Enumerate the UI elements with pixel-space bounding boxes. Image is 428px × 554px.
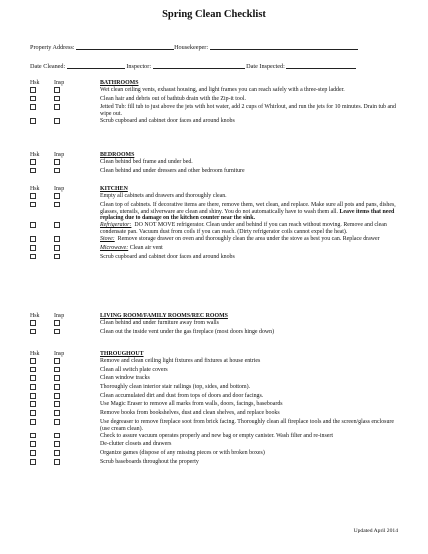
hsk-checkbox[interactable] (30, 254, 36, 260)
hsk-checkbox[interactable] (30, 358, 36, 364)
insp-checkbox[interactable] (54, 329, 60, 335)
checklist-item (30, 96, 400, 105)
item-label: Microwave: (100, 244, 129, 251)
item-text: Clean accumulated dirt and dust from tops of doors and door facings. (100, 392, 264, 399)
item-label: Stove: (100, 236, 115, 243)
hsk-checkbox[interactable] (30, 168, 36, 174)
insp-checkbox[interactable] (54, 410, 60, 416)
hsk-checkbox[interactable] (30, 410, 36, 416)
hsk-checkbox[interactable] (30, 159, 36, 165)
section-living-room (30, 313, 400, 337)
insp-checkbox[interactable] (54, 118, 60, 124)
checklist-item (30, 433, 400, 442)
hsk-checkbox[interactable] (30, 245, 36, 251)
insp-checkbox[interactable] (54, 202, 60, 208)
insp-checkbox[interactable] (54, 168, 60, 174)
insp-checkbox[interactable] (54, 401, 60, 407)
insp-checkbox[interactable] (54, 193, 60, 199)
item-text: Clean behind and under furniture away from walls (100, 319, 219, 326)
hsk-checkbox[interactable] (30, 222, 36, 228)
insp-checkbox[interactable] (54, 433, 60, 439)
section-title: BATHROOMS (100, 80, 139, 86)
inspector-label: Inspector: (126, 63, 152, 70)
insp-checkbox[interactable] (54, 358, 60, 364)
checklist-item (30, 384, 400, 393)
item-text: Clean all switch plate covers (100, 366, 168, 373)
checklist-item (30, 202, 400, 223)
hsk-checkbox[interactable] (30, 401, 36, 407)
hsk-checkbox[interactable] (30, 320, 36, 326)
hsk-checkbox[interactable] (30, 202, 36, 208)
property-address-label: Property Address: (30, 44, 75, 51)
section-kitchen (30, 186, 400, 262)
section-title: KITCHEN (100, 186, 128, 192)
item-text-part: Clean air vent (129, 244, 163, 251)
hsk-header: Hsk (30, 152, 40, 158)
hsk-header: Hsk (30, 80, 40, 86)
hsk-header: Hsk (30, 186, 40, 192)
insp-checkbox[interactable] (54, 254, 60, 260)
checklist-item (30, 168, 400, 177)
checklist-item (30, 320, 400, 329)
housekeeper-label: Housekeeper: (174, 44, 209, 51)
date-cleaned-label: Date Cleaned: (30, 63, 66, 70)
insp-checkbox[interactable] (54, 459, 60, 465)
item-text: Use Magic Eraser to remove all marks from walls, doors, facings, baseboards (100, 401, 283, 408)
item-text: De-clutter closets and drawers (100, 441, 172, 448)
section-header (30, 351, 400, 358)
item-text: Scrub baseboards throughout the property (100, 458, 199, 465)
insp-checkbox[interactable] (54, 96, 60, 102)
item-text (100, 222, 400, 236)
checklist-item (30, 410, 400, 419)
section-header (30, 313, 400, 320)
section-header (30, 152, 400, 159)
section-bathrooms (30, 80, 400, 127)
checklist-item (30, 118, 400, 127)
address-row (30, 43, 400, 51)
insp-checkbox[interactable] (54, 159, 60, 165)
checklist-item (30, 375, 400, 384)
hsk-checkbox[interactable] (30, 393, 36, 399)
item-text (100, 236, 400, 245)
checklist-item (30, 401, 400, 410)
item-text: Empty all cabinets and drawers and thoroughly clean. (100, 192, 227, 199)
checklist-item (30, 87, 400, 96)
checklist-item (30, 441, 400, 450)
checklist-item (30, 367, 400, 376)
property-address-field[interactable] (76, 43, 174, 50)
insp-checkbox[interactable] (54, 367, 60, 373)
insp-checkbox[interactable] (54, 375, 60, 381)
date-inspected-field[interactable] (286, 62, 356, 69)
insp-checkbox[interactable] (54, 441, 60, 447)
item-text-part: Remove storage drawer on oven and thoroughly clean the area under the stove as best you can. Replace drawer (117, 236, 380, 243)
insp-checkbox[interactable] (54, 393, 60, 399)
item-text: Thoroughly clean interior stair railings (top, sides, and bottom). (100, 384, 251, 391)
item-text: Remove and clean ceiling light fixtures and fixtures at house entries (100, 357, 261, 364)
item-text: Jetted Tub: fill tub to just above the jets with hot water, add 2 cups of Whirlout, and run the jets for 10 minutes. Drain tub and wipe out. (100, 104, 396, 118)
hsk-checkbox[interactable] (30, 419, 36, 425)
insp-header: Insp (54, 313, 65, 319)
insp-header: Insp (54, 80, 65, 86)
checklist-item (30, 222, 400, 236)
insp-header: Insp (54, 351, 65, 357)
item-text (100, 245, 400, 254)
checklist-item (30, 159, 400, 168)
item-label: Refrigerator: (100, 222, 132, 229)
inspector-field[interactable] (153, 62, 245, 69)
item-text: Organize games (dispose of any missing pieces or with broken boxes) (100, 450, 265, 457)
item-text: Clean hair and debris out of bathtub drain with the Zip-it tool. (100, 95, 246, 102)
section-bedrooms (30, 152, 400, 176)
checklist-item (30, 450, 400, 459)
item-text: Scrub cupboard and cabinet door faces and around knobs (100, 118, 235, 125)
item-text: Clean behind bed frame and under bed. (100, 158, 193, 165)
item-text: Check to assure vacuum operates properly and new bag or empty canister. Wash filter and re-insert (100, 432, 333, 439)
item-text: Use degreaser to remove fireplace soot from brick facing. Thoroughly clean all fireplace tools and the screen/glass enclosure (use cream clean). (100, 418, 394, 432)
section-title: LIVING ROOM/FAMILY ROOMS/REC ROOMS (100, 313, 228, 319)
insp-checkbox[interactable] (54, 384, 60, 390)
insp-checkbox[interactable] (54, 450, 60, 456)
section-header (30, 186, 400, 193)
checklist-item (30, 329, 400, 338)
item-text: Scrub cupboard and cabinet door faces and around knobs (100, 253, 235, 260)
item-text: Remove books from bookshelves, dust and clean shelves, and replace books (100, 410, 280, 417)
hsk-checkbox[interactable] (30, 104, 36, 110)
checklist-item (30, 419, 400, 433)
insp-checkbox[interactable] (54, 245, 60, 251)
hsk-header: Hsk (30, 313, 40, 319)
checklist-item (30, 193, 400, 202)
checklist-item (30, 245, 400, 254)
hsk-checkbox[interactable] (30, 375, 36, 381)
section-throughout (30, 351, 400, 467)
hsk-checkbox[interactable] (30, 459, 36, 465)
item-text: Clean behind and under dressers and other bedroom furniture (100, 167, 245, 174)
dates-row (30, 62, 400, 70)
housekeeper-field[interactable] (210, 43, 358, 50)
checklist-item (30, 459, 400, 468)
date-inspected-label: Date Inspected: (246, 63, 285, 70)
hsk-checkbox[interactable] (30, 441, 36, 447)
insp-checkbox[interactable] (54, 419, 60, 425)
hsk-checkbox[interactable] (30, 96, 36, 102)
hsk-checkbox[interactable] (30, 384, 36, 390)
item-text-part: DO NOT MOVE refrigerator. Clean under and behind if you can reach without moving. Remove and clean condensate pan. Vacuum dust from coils if you can reach. (Dirty refrigerator coils cannot expel the heat). (100, 222, 387, 236)
hsk-checkbox[interactable] (30, 193, 36, 199)
insp-header: Insp (54, 186, 65, 192)
hsk-checkbox[interactable] (30, 87, 36, 93)
checklist-item (30, 104, 400, 118)
hsk-checkbox[interactable] (30, 433, 36, 439)
item-text-part: Clean top of cabinets. If decorative items are there, remove them, wet clean, and replace. Make sure all pots and pans, dishes, glasses, utensils, and silverware are clean and shiny. You do not automatically have to wash them all. (100, 201, 396, 215)
insp-checkbox[interactable] (54, 320, 60, 326)
date-cleaned-field[interactable] (67, 62, 125, 69)
checklist-item (30, 358, 400, 367)
insp-header: Insp (54, 152, 65, 158)
insp-checkbox[interactable] (54, 104, 60, 110)
insp-checkbox[interactable] (54, 87, 60, 93)
checklist-item (30, 254, 400, 263)
item-text (100, 202, 400, 223)
hsk-header: Hsk (30, 351, 40, 357)
section-title: BEDROOMS (100, 152, 135, 158)
checklist-item (30, 236, 400, 245)
section-header (30, 80, 400, 87)
hsk-checkbox[interactable] (30, 367, 36, 373)
insp-checkbox[interactable] (54, 222, 60, 228)
hsk-checkbox[interactable] (30, 450, 36, 456)
hsk-checkbox[interactable] (30, 118, 36, 124)
section-title: THROUGHOUT (100, 351, 144, 357)
item-text: Clean window tracks (100, 375, 150, 382)
item-text: Clean out the inside vent under the gas fireplace (most doors hinge down) (100, 328, 275, 335)
hsk-checkbox[interactable] (30, 236, 36, 242)
updated-date: Updated April 2014 (353, 528, 398, 534)
insp-checkbox[interactable] (54, 236, 60, 242)
item-text: Wet clean ceiling vents, exhaust housing, and light frames you can reach safely with a three-step ladder. (100, 86, 345, 93)
hsk-checkbox[interactable] (30, 329, 36, 335)
page-title: Spring Clean Checklist (162, 9, 266, 20)
item-emphasis: Leave items that need replacing due to damage on the kitchen counter near the sink. (100, 208, 395, 222)
